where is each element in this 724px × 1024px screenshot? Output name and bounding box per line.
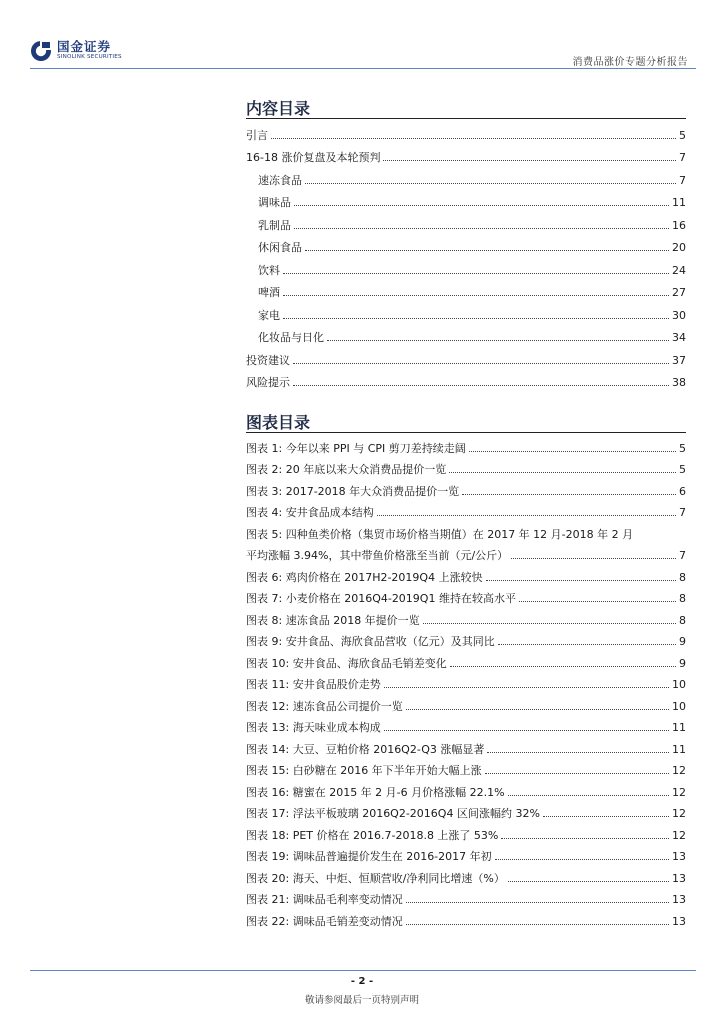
footer-divider bbox=[30, 970, 696, 971]
figure-leader-dots bbox=[406, 709, 669, 710]
figure-item[interactable] bbox=[246, 647, 686, 669]
toc-item-label: 速冻食品 bbox=[258, 173, 302, 187]
report-title: 消费品涨价专题分析报告 bbox=[572, 57, 688, 68]
toc-item[interactable] bbox=[246, 141, 686, 164]
sinolink-logo-icon bbox=[30, 40, 52, 62]
figure-item[interactable] bbox=[246, 626, 686, 648]
figure-leader-dots bbox=[486, 580, 676, 581]
figure-item-label: 图表 19: 调味品普遍提价发生在 2016-2017 年初 bbox=[246, 850, 492, 863]
toc-item[interactable] bbox=[246, 118, 686, 141]
figure-item-page: 12 bbox=[672, 764, 686, 777]
page-number: - 2 - bbox=[350, 976, 374, 987]
figure-leader-dots bbox=[423, 623, 676, 624]
figure-item-label: 图表 13: 海天味业成本构成 bbox=[246, 721, 381, 734]
figure-item-label: 图表 16: 糖蜜在 2015 年 2 月-6 月价格涨幅 22.1% bbox=[246, 785, 505, 799]
toc-item-page: 30 bbox=[672, 308, 686, 322]
figure-item-label: 图表 2: 20 年底以来大众消费品提价一览 bbox=[246, 463, 447, 476]
figure-item-label-continued: 平均涨幅 3.94%，其中带鱼价格涨至当前（元/公斤） bbox=[246, 549, 509, 562]
toc-item-label: 投资建议 bbox=[246, 353, 290, 367]
toc-item-label: 化妆品与日化 bbox=[258, 331, 324, 344]
toc-item-page: 11 bbox=[672, 196, 686, 209]
toc-leader-dots bbox=[293, 363, 669, 364]
toc-item-label: 乳制品 bbox=[258, 218, 291, 232]
figure-leader-dots bbox=[519, 601, 676, 602]
figure-item-label: 图表 5: 四种鱼类价格（集贸市场价格当期值）在 2017 年 12 月-2018 年 2 月 bbox=[246, 527, 634, 541]
toc-item[interactable] bbox=[246, 253, 686, 276]
figure-item[interactable] bbox=[246, 561, 686, 583]
figure-item[interactable] bbox=[246, 454, 686, 476]
figure-item[interactable] bbox=[246, 862, 686, 884]
figure-leader-dots bbox=[384, 687, 669, 688]
footer-disclaimer: 敬请参阅最后一页特别声明 bbox=[304, 995, 419, 1006]
figure-item[interactable] bbox=[246, 819, 686, 841]
logo-english-name: SINOLINK SECURITIES bbox=[57, 54, 122, 61]
figure-leader-dots bbox=[487, 752, 669, 753]
toc-item[interactable] bbox=[246, 298, 686, 321]
figure-item-label: 图表 20: 海天、中炬、恒顺营收/净利同比增速（%） bbox=[246, 871, 505, 885]
figure-item-page: 10 bbox=[672, 699, 686, 713]
toc-leader-dots bbox=[283, 273, 669, 274]
figure-leader-dots bbox=[384, 730, 669, 731]
toc-item[interactable] bbox=[246, 343, 686, 366]
figure-item-label: 图表 15: 白砂糖在 2016 年下半年开始大幅上涨 bbox=[246, 764, 482, 777]
figures-list bbox=[246, 432, 686, 927]
toc-item-page: 24 bbox=[672, 263, 686, 277]
figure-item-label: 图表 18: PET 价格在 2016.7-2018.8 上涨了 53% bbox=[246, 828, 499, 842]
toc-item-page: 7 bbox=[679, 151, 686, 164]
figure-item[interactable] bbox=[246, 669, 686, 691]
page-header bbox=[0, 0, 724, 72]
figure-item-page: 9 bbox=[679, 635, 686, 648]
figure-leader-dots bbox=[498, 644, 676, 645]
figure-item-label: 图表 4: 安井食品成本结构 bbox=[246, 506, 374, 519]
figure-item-label: 图表 11: 安井食品股价走势 bbox=[246, 678, 381, 691]
figure-item-page: 12 bbox=[672, 828, 686, 842]
figure-item-page: 13 bbox=[672, 850, 686, 863]
logo-chinese-name: 国金证券 bbox=[57, 38, 112, 54]
figure-item-page: 5 bbox=[679, 441, 686, 455]
figure-item[interactable] bbox=[246, 583, 686, 605]
figure-leader-dots bbox=[543, 816, 669, 817]
figure-item[interactable] bbox=[246, 884, 686, 906]
figure-item-page: 12 bbox=[672, 785, 686, 799]
toc-leader-dots bbox=[327, 340, 669, 341]
figure-item-label: 图表 9: 安井食品、海欣食品营收（亿元）及其同比 bbox=[246, 635, 495, 648]
figure-item[interactable] bbox=[246, 776, 686, 798]
toc-leader-dots bbox=[283, 318, 669, 319]
figure-item-page: 13 bbox=[672, 893, 686, 906]
toc-item-page: 34 bbox=[672, 331, 686, 344]
figure-item-label: 图表 10: 安井食品、海欣食品毛销差变化 bbox=[246, 656, 447, 670]
toc-item-label: 啤酒 bbox=[258, 286, 280, 299]
figure-leader-dots bbox=[508, 795, 669, 796]
toc-leader-dots bbox=[294, 205, 669, 206]
figure-leader-dots bbox=[406, 924, 669, 925]
toc-item-page: 27 bbox=[672, 286, 686, 299]
toc-list bbox=[246, 118, 686, 388]
figure-item-label: 图表 7: 小麦价格在 2016Q4-2019Q1 维持在较高水平 bbox=[246, 592, 516, 605]
figure-item-page: 6 bbox=[679, 484, 686, 498]
toc-item-label: 16-18 涨价复盘及本轮预判 bbox=[246, 151, 381, 164]
figure-leader-dots bbox=[406, 902, 669, 903]
figures-title: 图表目录 bbox=[246, 413, 311, 432]
toc-title: 内容目录 bbox=[246, 99, 311, 118]
toc-item[interactable] bbox=[246, 276, 686, 299]
figure-item-page: 7 bbox=[679, 549, 686, 562]
toc-item-page: 20 bbox=[672, 241, 686, 254]
figure-item[interactable] bbox=[246, 841, 686, 863]
toc-item-page: 16 bbox=[672, 218, 686, 232]
figure-item[interactable] bbox=[246, 518, 686, 561]
toc-item[interactable] bbox=[246, 163, 686, 186]
figure-item[interactable] bbox=[246, 690, 686, 712]
figure-item-label: 图表 8: 速冻食品 2018 年提价一览 bbox=[246, 613, 420, 627]
toc-item-label: 调味品 bbox=[258, 196, 291, 209]
figure-item-page: 8 bbox=[679, 592, 686, 605]
figure-item-page: 11 bbox=[672, 742, 686, 756]
header-divider bbox=[30, 68, 696, 69]
figure-leader-dots bbox=[450, 666, 676, 667]
figure-item[interactable] bbox=[246, 475, 686, 497]
figure-item-page: 8 bbox=[679, 570, 686, 584]
figure-item-page: 13 bbox=[672, 871, 686, 885]
toc-item-page: 38 bbox=[672, 376, 686, 389]
toc-leader-dots bbox=[271, 138, 676, 139]
toc-item[interactable] bbox=[246, 366, 686, 389]
figure-item-page: 5 bbox=[679, 463, 686, 476]
figure-item[interactable] bbox=[246, 712, 686, 734]
figure-item-label: 图表 3: 2017-2018 年大众消费品提价一览 bbox=[246, 484, 460, 498]
figure-leader-dots bbox=[377, 515, 676, 516]
figure-item-label: 图表 1: 今年以来 PPI 与 CPI 剪刀差持续走阔 bbox=[246, 441, 466, 455]
toc-item-page: 5 bbox=[679, 128, 686, 142]
figure-item-label: 图表 6: 鸡肉价格在 2017H2-2019Q4 上涨较快 bbox=[246, 570, 483, 584]
figure-leader-dots bbox=[469, 451, 676, 452]
figure-item-page: 10 bbox=[672, 678, 686, 691]
toc-item-label: 家电 bbox=[258, 308, 280, 322]
figure-item-page: 13 bbox=[672, 914, 686, 928]
toc-leader-dots bbox=[293, 385, 669, 386]
figure-leader-dots bbox=[462, 494, 676, 495]
company-logo bbox=[30, 40, 122, 62]
figure-item-page: 7 bbox=[679, 506, 686, 519]
figure-item-label: 图表 12: 速冻食品公司提价一览 bbox=[246, 699, 403, 713]
figure-leader-dots bbox=[511, 558, 676, 559]
figure-item[interactable] bbox=[246, 733, 686, 755]
toc-item-label: 引言 bbox=[246, 128, 268, 142]
figure-item[interactable] bbox=[246, 905, 686, 927]
figure-item[interactable] bbox=[246, 497, 686, 519]
toc-item-page: 37 bbox=[672, 353, 686, 367]
figure-item[interactable] bbox=[246, 604, 686, 626]
figure-leader-dots bbox=[501, 838, 669, 839]
toc-leader-dots bbox=[283, 295, 669, 296]
figure-item[interactable] bbox=[246, 798, 686, 820]
toc-item-label: 风险提示 bbox=[246, 376, 290, 389]
figure-item[interactable] bbox=[246, 432, 686, 454]
toc-leader-dots bbox=[294, 228, 669, 229]
toc-item[interactable] bbox=[246, 321, 686, 344]
toc-leader-dots bbox=[383, 160, 676, 161]
figure-item-page: 12 bbox=[672, 807, 686, 820]
figure-item-page: 11 bbox=[672, 721, 686, 734]
figure-item-page: 9 bbox=[679, 656, 686, 670]
figure-item-label: 图表 17: 浮法平板玻璃 2016Q2-2016Q4 区间涨幅约 32% bbox=[246, 807, 540, 820]
figure-item-label: 图表 14: 大豆、豆粕价格 2016Q2-Q3 涨幅显著 bbox=[246, 742, 485, 756]
toc-item-page: 7 bbox=[679, 173, 686, 187]
figure-leader-dots bbox=[495, 859, 669, 860]
toc-item[interactable] bbox=[246, 208, 686, 231]
toc-item-label: 饮料 bbox=[258, 263, 280, 277]
figure-item-page: 8 bbox=[679, 613, 686, 627]
figure-leader-dots bbox=[485, 773, 669, 774]
figure-leader-dots bbox=[449, 472, 676, 473]
figure-leader-dots bbox=[508, 881, 669, 882]
figure-item-label: 图表 22: 调味品毛销差变动情况 bbox=[246, 914, 403, 928]
toc-item[interactable] bbox=[246, 186, 686, 209]
figure-item-label: 图表 21: 调味品毛利率变动情况 bbox=[246, 893, 403, 906]
figure-item[interactable] bbox=[246, 755, 686, 777]
toc-item-label: 休闲食品 bbox=[258, 241, 302, 254]
toc-leader-dots bbox=[305, 183, 676, 184]
toc-leader-dots bbox=[305, 250, 669, 251]
toc-item[interactable] bbox=[246, 231, 686, 254]
